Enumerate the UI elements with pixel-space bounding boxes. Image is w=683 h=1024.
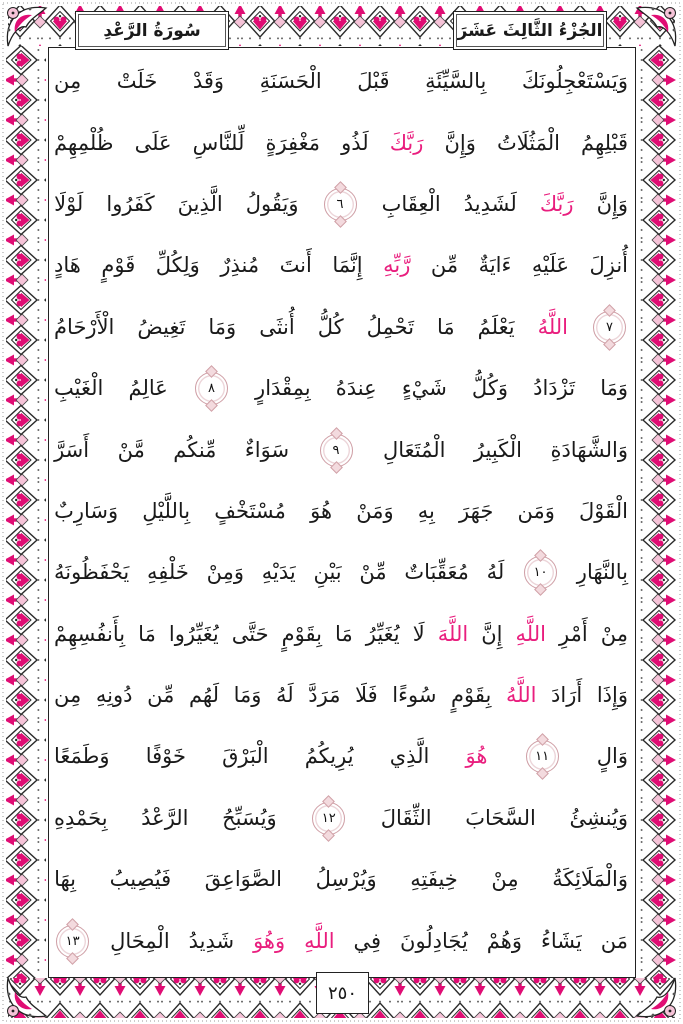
quran-word: وَكُلُّ — [471, 376, 508, 401]
verse-number: ١١ — [535, 749, 550, 765]
quran-word: وَإِنَّ — [596, 191, 628, 216]
verse-number: ١٣ — [65, 933, 80, 949]
quran-word: شَيْءٍ — [401, 376, 447, 401]
quran-word: مُسْتَخْفٍ — [214, 498, 286, 523]
quran-word: وَيُنشِئُ — [569, 805, 628, 830]
verse-marker — [526, 740, 559, 773]
quran-word: تَزْدَادُ — [533, 376, 576, 401]
verse-marker — [312, 802, 345, 835]
quran-word: خَلَتْ — [116, 69, 158, 94]
quran-word: وَمَن — [517, 498, 555, 523]
quran-word: الَّذِي — [389, 744, 430, 769]
divine-name-highlight: اللَّهُ — [505, 683, 537, 708]
quran-word: وَيُسَبِّحُ — [222, 805, 277, 830]
quran-word: وَالْمَلَائِكَةُ — [552, 867, 628, 892]
quran-word: مُنذِرٌ — [220, 253, 260, 278]
verse-marker — [320, 434, 353, 467]
quran-word: الْغَيْبِ — [54, 376, 104, 401]
quran-word: وَإِنَّ — [444, 130, 476, 155]
quran-word: عَلَى — [134, 130, 172, 155]
quran-word: ظُلْمِهِمْ — [54, 130, 114, 155]
quran-word: لَشَدِيدُ — [463, 191, 517, 216]
quran-word: مَن — [600, 928, 628, 953]
quran-word: لَذُو — [341, 130, 369, 155]
juz-title: الجُزْءُ الثَّالِثَ عَشَرَ — [457, 20, 603, 41]
quran-word: قَبْلَ — [357, 69, 390, 94]
quran-word: خَلْفِهِ — [147, 560, 189, 585]
quran-word: الْمِحَالِ — [110, 928, 170, 953]
quran-word: مَا — [437, 314, 455, 339]
quran-word: فِي — [353, 928, 382, 953]
quran-word: حَتَّى — [231, 621, 269, 646]
quran-word: أَرَادَ — [551, 683, 583, 708]
quran-word: مِّنكُم — [173, 437, 217, 462]
quran-word: مَغْفِرَةٍ — [265, 130, 321, 155]
divine-name-highlight: رَبَّكَ — [539, 191, 574, 216]
quran-word: خِيفَتِهِ — [410, 867, 458, 892]
verse-number: ٩ — [332, 442, 340, 458]
quran-word: وَإِذَا — [596, 683, 628, 708]
quran-word: فَلَا — [355, 683, 378, 708]
quran-word: وَطَمَعًا — [54, 744, 110, 769]
quran-word: يَحْفَظُونَهُ — [54, 560, 130, 585]
divine-name-highlight: رَبَّكَ — [389, 130, 424, 155]
quran-word: وَلِكُلِّ — [155, 253, 200, 278]
quran-word: الْأَرْحَامُ — [54, 314, 115, 339]
quran-word: عِندَهُ — [335, 376, 377, 401]
quran-word: يُرِيكُمُ — [304, 744, 354, 769]
quran-word: الَّذِينَ — [177, 191, 223, 216]
quran-word: وَمَا — [600, 376, 628, 401]
quran-word: الْبَرْقَ — [222, 744, 269, 769]
quran-word: يُجَادِلُونَ — [400, 928, 468, 953]
verse-marker — [593, 311, 626, 344]
quran-word: سُوءًا — [392, 683, 437, 708]
divine-name-highlight: رَّبِّهِ — [383, 253, 411, 278]
quran-word: بَيْنِ — [313, 560, 342, 585]
quran-word: تَحْمِلُ — [366, 314, 415, 339]
quran-word: عَلَيْهِ — [531, 253, 569, 278]
quran-word: أُنثَى — [259, 314, 295, 339]
quran-word: الثِّقَالَ — [380, 805, 432, 830]
quran-word: هُوَ — [310, 498, 333, 523]
quran-word: وَمَا — [208, 314, 237, 339]
quran-text-line — [54, 910, 628, 971]
quran-word: كُلُّ — [317, 314, 344, 339]
verse-number: ٧ — [606, 319, 613, 335]
quran-word: بِأَنفُسِهِمْ — [54, 621, 126, 646]
quran-word: السَّحَابَ — [465, 805, 536, 830]
quran-text-line — [54, 235, 628, 296]
divine-name-highlight: اللَّهَ — [437, 621, 469, 646]
quran-word: بِاللَّيْلِ — [142, 498, 191, 523]
quran-word: وَقَدْ — [192, 69, 225, 94]
quran-word: هَادٍ — [54, 253, 81, 278]
quran-word: وَالٍ — [596, 744, 628, 769]
quran-word: بِالسَّيِّئَةِ — [425, 69, 487, 94]
quran-word: بِقَوْمٍ — [451, 683, 492, 708]
verse-marker — [56, 925, 89, 958]
divine-name-highlight: اللَّهِ — [515, 621, 546, 646]
quran-word: بِهَا — [54, 867, 77, 892]
quran-word: مَّنْ — [117, 437, 145, 462]
quran-word: إِنَّ — [481, 621, 503, 646]
page-number-box — [316, 972, 369, 1014]
page-number: ٢٥٠ — [328, 982, 358, 1004]
surah-title-cartouche — [75, 11, 229, 50]
quran-text-line — [54, 112, 628, 173]
quran-word: وَمَنْ — [356, 498, 394, 523]
quran-word: الْقَوْلَ — [579, 498, 628, 523]
verse-marker — [324, 188, 357, 221]
quran-word: أَسَرَّ — [54, 437, 90, 462]
quran-word: تَغِيضُ — [137, 314, 186, 339]
quran-word: قَوْمٍ — [101, 253, 136, 278]
quran-word: يَشَاءُ — [540, 928, 582, 953]
quran-word: الْمَثُلَاتُ — [496, 130, 560, 155]
verse-marker — [524, 556, 557, 589]
quran-word: مِنْ — [491, 867, 519, 892]
quran-text-line — [54, 604, 628, 665]
divine-name-highlight: اللَّهُ — [537, 314, 569, 339]
quran-word: خَوْفًا — [145, 744, 186, 769]
quran-text-line — [54, 849, 628, 910]
quran-word: مِّن — [147, 683, 175, 708]
quran-text-line — [54, 788, 628, 849]
quran-word: بِحَمْدِهِ — [54, 805, 108, 830]
quran-word: لَهُ — [276, 683, 294, 708]
verse-number: ١٢ — [321, 810, 336, 826]
quran-word: الْحَسَنَةِ — [259, 69, 322, 94]
quran-text-block — [54, 51, 628, 973]
quran-word: مِن — [54, 683, 82, 708]
quran-word: لَهُم — [188, 683, 219, 708]
verse-number: ١٠ — [533, 565, 548, 581]
quran-text-line — [54, 358, 628, 419]
quran-word: مِّنْ — [359, 560, 387, 585]
quran-word: لِّلنَّاسِ — [192, 130, 245, 155]
quran-word: بِقَوْمٍ — [281, 621, 322, 646]
verse-number: ٦ — [336, 196, 344, 212]
quran-word: وَالشَّهَادَةِ — [550, 437, 628, 462]
quran-word: مِن — [54, 69, 82, 94]
quran-text-line — [54, 297, 628, 358]
quran-word: الرَّعْدُ — [141, 805, 189, 830]
quran-text-line — [54, 174, 628, 235]
quran-word: بِالنَّهَارِ — [576, 560, 628, 585]
quran-text-line — [54, 51, 628, 112]
quran-word: شَدِيدُ — [188, 928, 235, 953]
divine-name-highlight: وَهُوَ — [253, 928, 286, 953]
quran-word: يَدَيْهِ — [261, 560, 296, 585]
quran-word: وَسَارِبٌ — [54, 498, 119, 523]
quran-text-line — [54, 542, 628, 603]
quran-word: وَيَقُولُ — [245, 191, 299, 216]
quran-word: إِنَّمَا — [332, 253, 363, 278]
quran-word: مِنْ — [600, 621, 628, 646]
quran-text-line — [54, 419, 628, 480]
verse-marker — [195, 372, 228, 405]
quran-text-line — [54, 481, 628, 542]
quran-word: مِّن — [430, 253, 459, 278]
quran-word: بِمِقْدَارٍ — [255, 376, 311, 401]
quran-text-line — [54, 726, 628, 787]
quran-word: الْعِقَابِ — [381, 191, 441, 216]
quran-word: الصَّوَاعِقَ — [204, 867, 282, 892]
quran-word: جَهَرَ — [459, 498, 494, 523]
quran-word: وَمَا — [233, 683, 262, 708]
quran-word: لَهُ — [486, 560, 505, 585]
quran-word: أَنتَ — [279, 253, 312, 278]
divine-name-highlight: اللَّهِ — [304, 928, 335, 953]
quran-word: دُونِهِ — [95, 683, 133, 708]
quran-word: يَعْلَمُ — [477, 314, 515, 339]
quran-word: لَا — [412, 621, 425, 646]
quran-word: مَا — [138, 621, 156, 646]
quran-word: مَرَدَّ — [308, 683, 341, 708]
quran-word: أُنزِلَ — [589, 253, 628, 278]
quran-word: فَيُصِيبُ — [109, 867, 172, 892]
quran-word: مُعَقِّبَاتٌ — [404, 560, 469, 585]
quran-text-line — [54, 665, 628, 726]
verse-number: ٨ — [207, 381, 215, 397]
quran-word: وَيُرْسِلُ — [315, 867, 377, 892]
quran-word: بِهِ — [417, 498, 435, 523]
quran-word: أَمْرِ — [559, 621, 588, 646]
quran-word: الْمُتَعَالِ — [382, 437, 446, 462]
quran-word: كَفَرُوا — [106, 191, 155, 216]
juz-title-cartouche — [453, 11, 607, 50]
quran-word: مَا — [335, 621, 353, 646]
surah-title: سُورَةُ الرَّعْدِ — [103, 20, 201, 41]
quran-word: وَهُمْ — [486, 928, 522, 953]
quran-word: سَوَاءٌ — [244, 437, 290, 462]
quran-word: يُغَيِّرُ — [365, 621, 400, 646]
quran-word: لَوْلَا — [54, 191, 84, 216]
quran-word: وَمِنْ — [206, 560, 244, 585]
quran-word: وَيَسْتَعْجِلُونَكَ — [521, 69, 628, 94]
divine-name-highlight: هُوَ — [465, 744, 488, 769]
quran-word: قَبْلِهِمُ — [581, 130, 628, 155]
quran-word: عَالِمُ — [128, 376, 168, 401]
quran-word: ءَايَةٌ — [478, 253, 512, 278]
quran-word: الْكَبِيرُ — [473, 437, 522, 462]
quran-word: يُغَيِّرُوا — [168, 621, 219, 646]
